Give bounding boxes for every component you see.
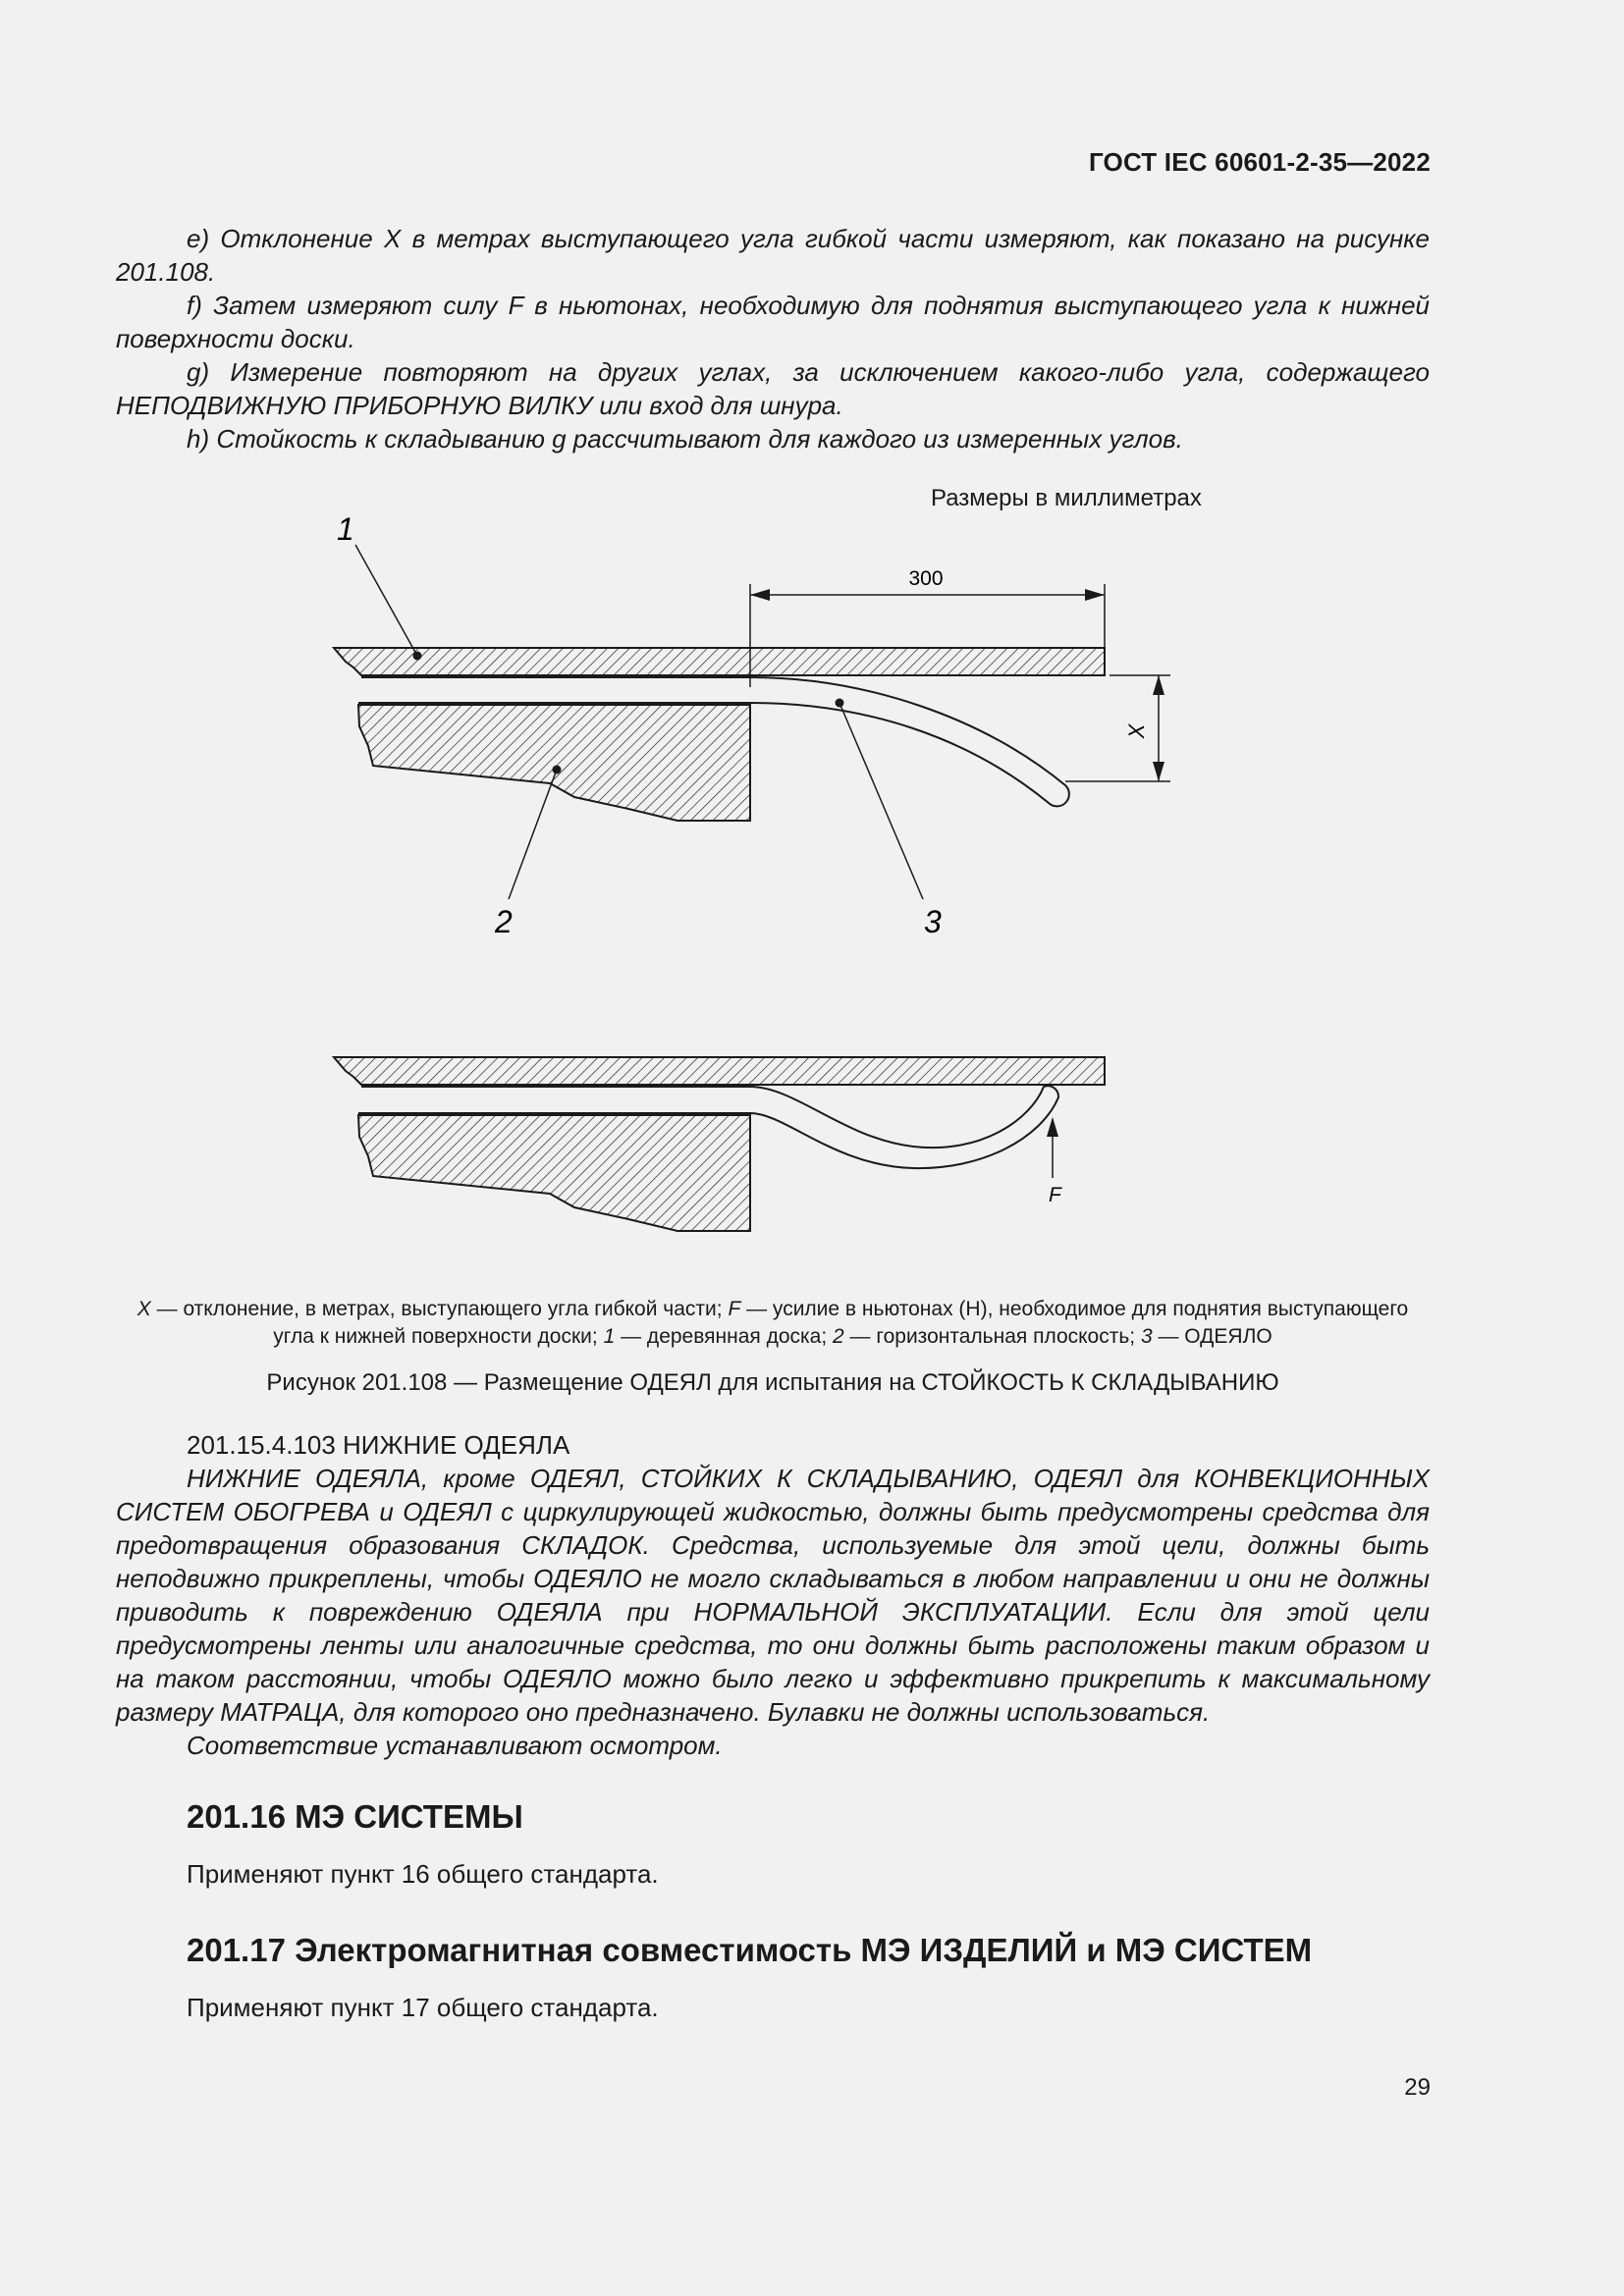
- key-3: 3: [1140, 1325, 1153, 1348]
- key-line2-a: угла к нижней поверхности доски;: [273, 1325, 604, 1348]
- key-line2-d: — ОДЕЯЛО: [1152, 1325, 1272, 1348]
- section-103-body: НИЖНИЕ ОДЕЯЛА, кроме ОДЕЯЛ, СТОЙКИХ К СКЛАДЫВАНИЮ, ОДЕЯЛ для КОНВЕКЦИОННЫХ СИСТЕМ ОБОГРЕВА и ОДЕЯЛ с циркулирующей жидкостью, должны быть предусмотрены средства для предотвращения образования СКЛАДОК. Средства, используемые для этой цели, должны быть неподвижно прикреплены, чтобы ОДЕЯЛО не могло складываться в любом направлении и они не должны приводить к повреждению ОДЕЯЛА при НОРМАЛЬНОЙ ЭКСПЛУАТАЦИИ. Если для этой цели предусмотрены ленты или аналогичные средства, то они должны быть расположены таким образом и на таком расстоянии, чтобы ОДЕЯЛО можно было легко и эффективно прикрепить к максимальному размеру МАТРАЦА, для которого оно предназначено. Булавки не должны использоваться.: [116, 1464, 1430, 1727]
- section-103-compliance: Соответствие устанавливают осмотром.: [187, 1731, 723, 1760]
- section-17-heading: 201.17 Электромагнитная совместимость МЭ ИЗДЕЛИЙ и МЭ СИСТЕМ: [187, 1932, 1313, 1968]
- section-103-heading: 201.15.4.103 НИЖНИЕ ОДЕЯЛА: [187, 1430, 570, 1460]
- figure-key: [116, 1296, 1430, 1351]
- callout-1: 1: [337, 511, 354, 547]
- lower-diagram: [334, 1057, 1105, 1231]
- blanket-tail: [750, 677, 1069, 806]
- force-label: F: [1049, 1184, 1061, 1206]
- key-1: 1: [603, 1325, 616, 1348]
- step-g: g) Измерение повторяют на других углах, за исключением какого-либо угла, содержащего НЕПОДВИЖНУЮ ПРИБОРНУЮ ВИЛКУ или вход для шнура.: [116, 357, 1430, 420]
- blanket-folded: [750, 1086, 1058, 1168]
- document-header: ГОСТ IEC 60601-2-35—2022: [1088, 147, 1431, 177]
- key-line1-a: — отклонение, в метрах, выступающего угла гибкой части;: [150, 1298, 729, 1320]
- callout-2: 2: [495, 904, 513, 939]
- dimension-x-label: X: [1124, 723, 1149, 739]
- section-16-body: Применяют пункт 16 общего стандарта.: [187, 1859, 659, 1889]
- wooden-board: [334, 648, 1105, 675]
- wooden-board-lower: [334, 1057, 1105, 1085]
- horizontal-plane: [358, 705, 750, 821]
- step-f: f) Затем измеряют силу F в ньютонах, необходимую для поднятия выступающего угла к нижней поверхности доски.: [116, 291, 1430, 353]
- key-line2-c: — горизонтальная плоскость;: [843, 1325, 1141, 1348]
- key-x: X: [136, 1298, 151, 1320]
- dimension-300: 300: [908, 567, 944, 590]
- step-e: e) Отклонение X в метрах выступающего угла гибкой части измеряют, как показано на рисунке 201.108.: [116, 224, 1430, 287]
- horizontal-plane-lower: [358, 1115, 750, 1231]
- figure-title: Рисунок 201.108 — Размещение ОДЕЯЛ для испытания на СТОЙКОСТЬ К СКЛАДЫВАНИЮ: [266, 1369, 1279, 1396]
- section-17-body: Применяют пункт 17 общего стандарта.: [187, 1993, 659, 2022]
- key-line2-b: — деревянная доска;: [615, 1325, 834, 1348]
- step-h: h) Стойкость к складыванию g рассчитывают для каждого из измеренных углов.: [187, 424, 1183, 454]
- key-2: 2: [833, 1325, 844, 1348]
- page-number: 29: [1404, 2074, 1431, 2101]
- units-note: Размеры в миллиметрах: [931, 485, 1202, 511]
- upper-diagram: [334, 511, 1170, 939]
- callout-3: 3: [924, 904, 942, 939]
- key-line1-b: — усилие в ньютонах (Н), необходимое для поднятия выступающего: [740, 1298, 1409, 1320]
- section-16-heading: 201.16 МЭ СИСТЕМЫ: [187, 1798, 523, 1835]
- key-f: F: [728, 1298, 741, 1320]
